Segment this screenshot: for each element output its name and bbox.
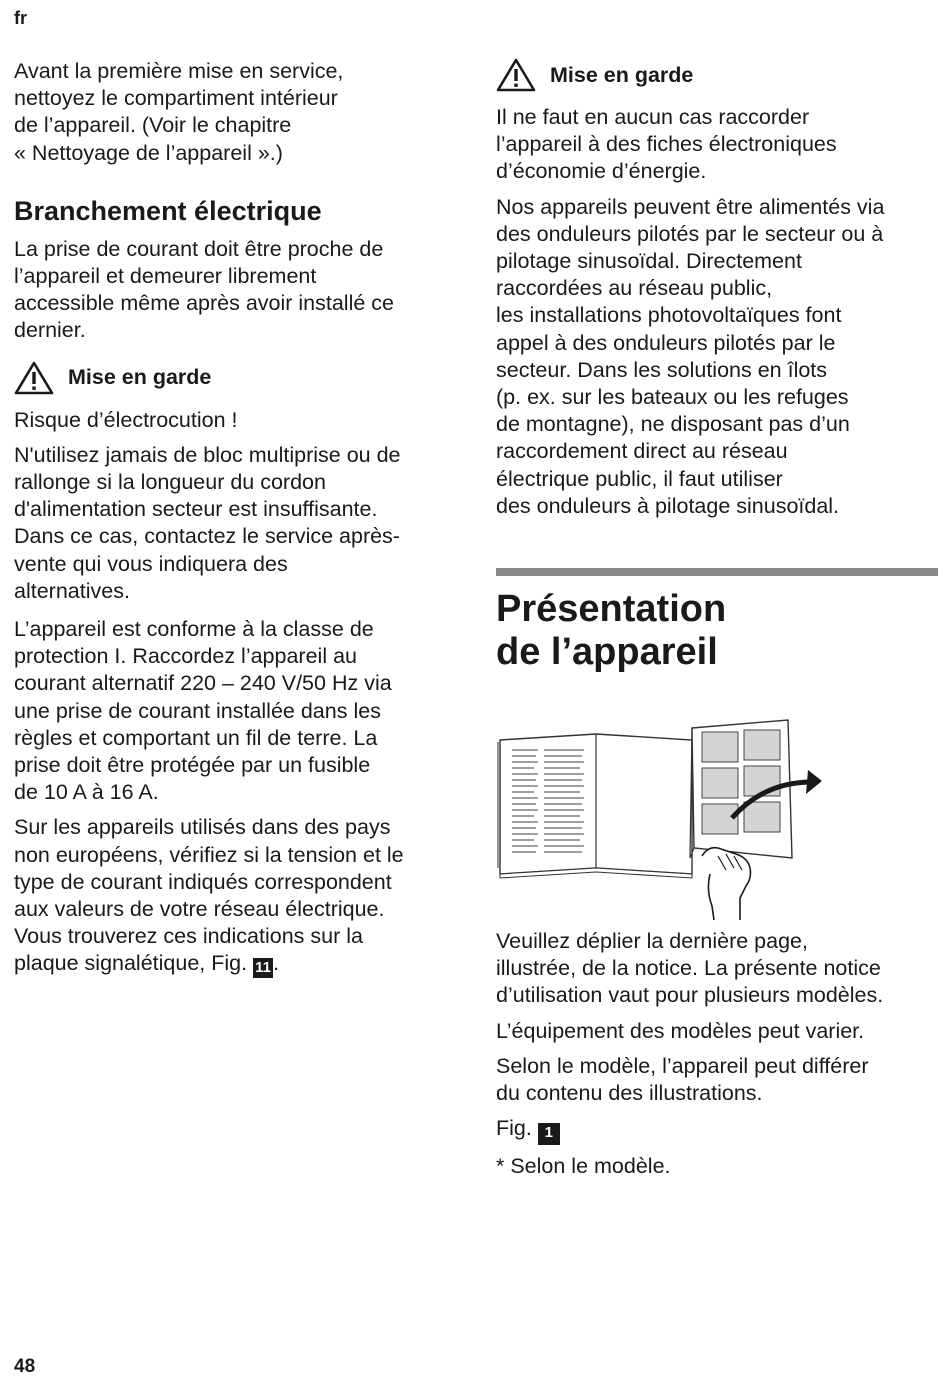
booklet-illustration xyxy=(496,718,826,922)
non-european-paragraph: Sur les appareils utilisés dans des pays non européens, vérifiez si la tension et le type de courant indiqués correspondent aux valeurs de votre réseau électrique. Vous trouverez ces indications sur la plaque signalétique, Fig. 11. xyxy=(14,815,404,977)
page-number: 48 xyxy=(14,1356,36,1377)
warning-risk: Risque d’électrocution ! xyxy=(14,407,238,432)
warning-text: N'utilisez jamais de bloc multiprise ou de rallonge si la longueur du cordon d'alimentation secteur est insuffisante. Dans ce cas, contactez le service après- vente qui vous indiquera des alternatives. xyxy=(14,442,401,603)
fold-out-instruction: Veuillez déplier la dernière page, illustrée, de la notice. La présente notice d’utilisation vaut pour plusieurs modèles. xyxy=(496,929,884,1008)
model-differs-paragraph: Selon le modèle, l’appareil peut différer du contenu des illustrations. xyxy=(496,1053,869,1106)
figure-reference-1: 1 xyxy=(538,1123,560,1145)
language-tag: fr xyxy=(14,8,27,28)
inverter-paragraph: Nos appareils peuvent être alimentés via des onduleurs pilotés par le secteur ou à pilotage sinusoïdal. Directement raccordées au réseau public, les installations photovoltaïques font appel à des onduleurs pilotés par le secteur. Dans les solutions en îlots (p. ex. sur les bateaux ou les refuges de montagne), ne disposant pas d’un raccordement direct au réseau électrique public, il faut utiliser des onduleurs à pilotage sinusoïdal. xyxy=(496,194,885,518)
warning-heading-2: Mise en garde xyxy=(496,58,938,92)
warning-heading: Mise en garde xyxy=(14,361,454,395)
left-column xyxy=(14,58,454,978)
intro-paragraph: Avant la première mise en service, nettoyez le compartiment intérieur de l’appareil. (Voir le chapitre « Nettoyage de l’appareil ».) xyxy=(14,59,344,165)
section-heading-electrical: Branchement électrique xyxy=(14,195,322,226)
section-divider xyxy=(496,568,938,576)
warning-triangle-icon xyxy=(14,361,54,395)
figure-reference-11: 11 xyxy=(253,958,273,978)
electrical-paragraph: La prise de courant doit être proche de l’appareil et demeurer librement accessible même après avoir installé ce dernier. xyxy=(14,236,394,343)
section-title-presentation: Présentation de l’appareil xyxy=(496,588,727,674)
figure-reference: Fig. 1 xyxy=(496,1115,938,1145)
fold-out-page-illustration xyxy=(496,718,938,922)
footnote: * Selon le modèle. xyxy=(496,1154,671,1179)
equipment-varies: L’équipement des modèles peut varier. xyxy=(496,1018,865,1043)
protection-class-paragraph: L’appareil est conforme à la classe de protection I. Raccordez l’appareil au courant alternatif 220 – 240 V/50 Hz via une prise de courant installée dans les règles et comportant un fil de terre. La prise doit être protégée par un fusible de 10 A à 16 A. xyxy=(14,617,392,805)
warning-triangle-icon xyxy=(496,58,536,92)
right-column xyxy=(496,58,938,1180)
warning-text-2: Il ne faut en aucun cas raccorder l’appareil à des fiches électroniques d’économie d’énergie. xyxy=(496,105,837,184)
